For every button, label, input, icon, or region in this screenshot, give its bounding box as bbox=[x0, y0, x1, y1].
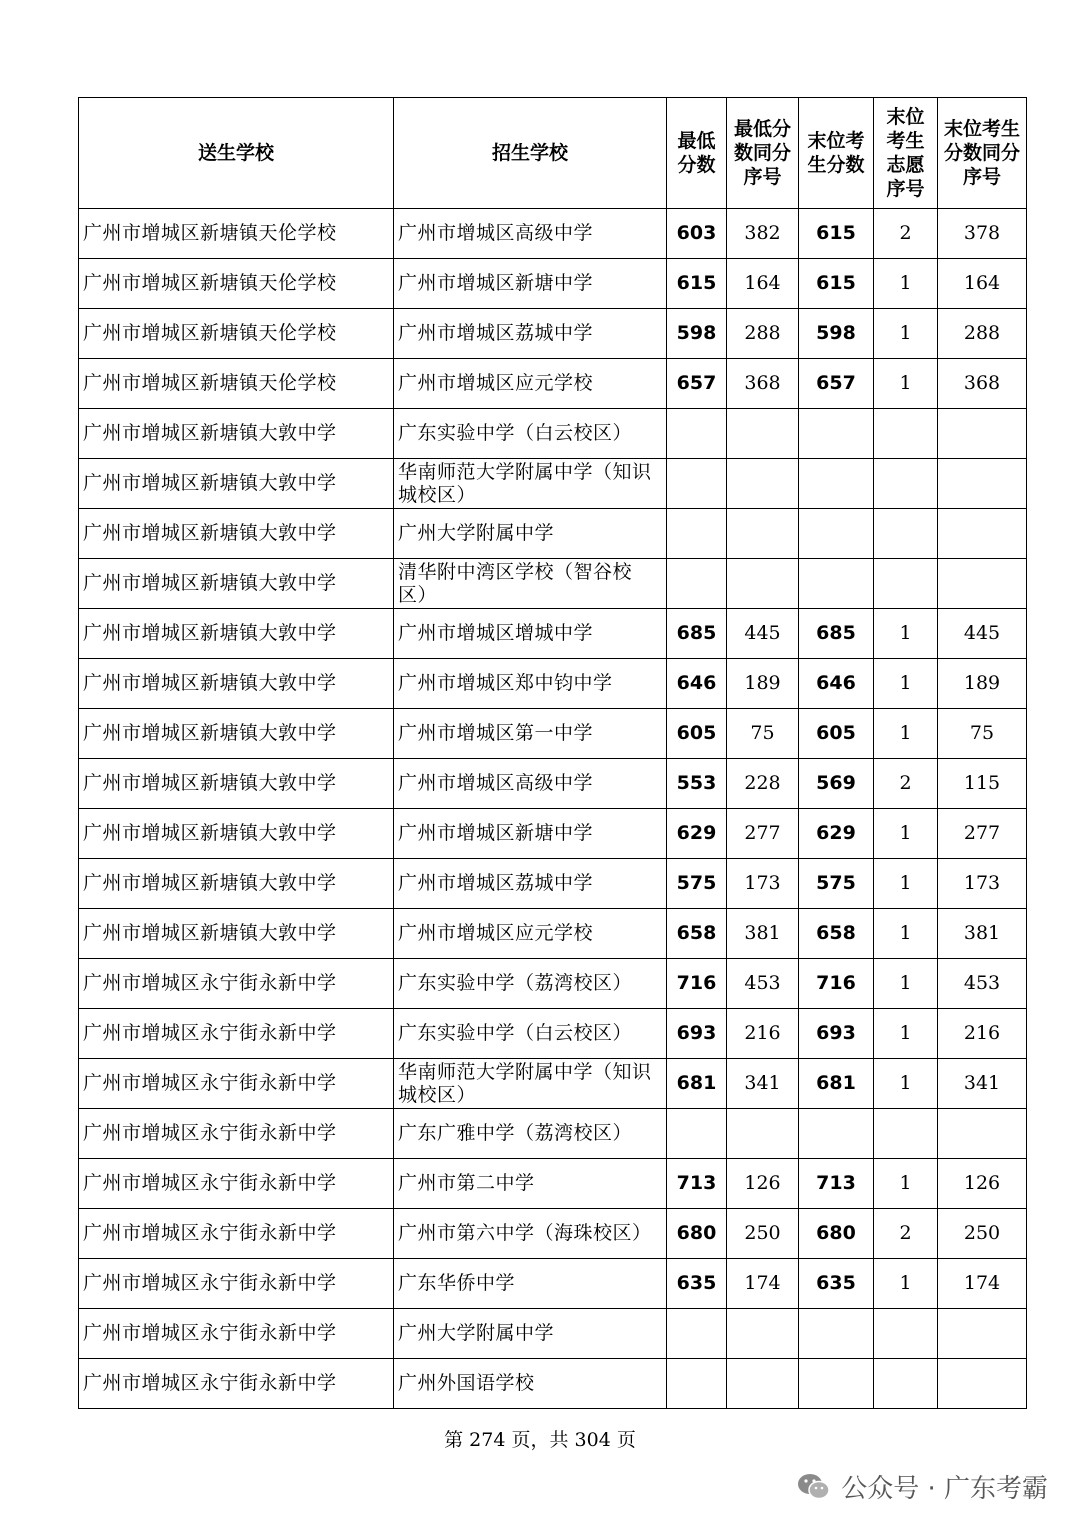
table-row bbox=[79, 1259, 1027, 1309]
min-score-cell: 615 bbox=[667, 259, 727, 309]
last-score-cell: 615 bbox=[799, 209, 874, 259]
from-school-cell: 广州市增城区永宁街永新中学 bbox=[79, 1159, 394, 1209]
min-score-cell bbox=[667, 1309, 727, 1359]
from-school-cell: 广州市增城区新塘镇大敦中学 bbox=[79, 759, 394, 809]
last-choice-cell bbox=[874, 559, 938, 609]
min-score-rank-cell bbox=[727, 559, 799, 609]
min-score-cell bbox=[667, 559, 727, 609]
last-score-cell bbox=[799, 1109, 874, 1159]
to-school-cell: 广州市增城区增城中学 bbox=[394, 609, 667, 659]
min-score-cell: 575 bbox=[667, 859, 727, 909]
last-choice-cell: 1 bbox=[874, 909, 938, 959]
from-school-cell: 广州市增城区新塘镇天伦学校 bbox=[79, 309, 394, 359]
last-score-cell: 615 bbox=[799, 259, 874, 309]
watermark-text: 公众号 · 广东考霸 bbox=[841, 1474, 1048, 1504]
to-school-cell: 广州市增城区应元学校 bbox=[394, 909, 667, 959]
min-score-rank-cell: 368 bbox=[727, 359, 799, 409]
to-school-cell: 广州市第二中学 bbox=[394, 1159, 667, 1209]
min-score-rank-cell bbox=[727, 459, 799, 509]
to-school-cell: 广东华侨中学 bbox=[394, 1259, 667, 1309]
last-rank-cell: 126 bbox=[938, 1159, 1027, 1209]
header-min-score: 最低 分数 bbox=[667, 98, 727, 209]
last-choice-cell: 2 bbox=[874, 1209, 938, 1259]
to-school-cell: 广州市增城区高级中学 bbox=[394, 759, 667, 809]
header-to-school: 招生学校 bbox=[394, 98, 667, 209]
from-school-cell: 广州市增城区新塘镇天伦学校 bbox=[79, 359, 394, 409]
last-choice-cell: 1 bbox=[874, 1259, 938, 1309]
min-score-cell: 635 bbox=[667, 1259, 727, 1309]
table-row bbox=[79, 1109, 1027, 1159]
min-score-rank-cell bbox=[727, 509, 799, 559]
last-score-cell bbox=[799, 559, 874, 609]
from-school-cell: 广州市增城区永宁街永新中学 bbox=[79, 1259, 394, 1309]
last-score-cell: 598 bbox=[799, 309, 874, 359]
min-score-rank-cell: 341 bbox=[727, 1059, 799, 1109]
header-row bbox=[79, 98, 1027, 209]
last-score-cell: 646 bbox=[799, 659, 874, 709]
last-score-cell: 629 bbox=[799, 809, 874, 859]
last-choice-cell: 1 bbox=[874, 609, 938, 659]
last-rank-cell: 453 bbox=[938, 959, 1027, 1009]
min-score-rank-cell: 277 bbox=[727, 809, 799, 859]
from-school-cell: 广州市增城区新塘镇天伦学校 bbox=[79, 259, 394, 309]
min-score-rank-cell: 164 bbox=[727, 259, 799, 309]
min-score-rank-cell: 382 bbox=[727, 209, 799, 259]
min-score-cell: 713 bbox=[667, 1159, 727, 1209]
last-choice-cell: 1 bbox=[874, 359, 938, 409]
table-row bbox=[79, 609, 1027, 659]
min-score-rank-cell bbox=[727, 1109, 799, 1159]
last-rank-cell: 277 bbox=[938, 809, 1027, 859]
from-school-cell: 广州市增城区永宁街永新中学 bbox=[79, 1359, 394, 1409]
min-score-cell: 681 bbox=[667, 1059, 727, 1109]
min-score-rank-cell: 228 bbox=[727, 759, 799, 809]
last-rank-cell: 173 bbox=[938, 859, 1027, 909]
to-school-cell: 广州市增城区郑中钧中学 bbox=[394, 659, 667, 709]
table-row bbox=[79, 309, 1027, 359]
last-choice-cell bbox=[874, 459, 938, 509]
last-rank-cell bbox=[938, 1359, 1027, 1409]
last-rank-cell bbox=[938, 1109, 1027, 1159]
table-row bbox=[79, 859, 1027, 909]
last-rank-cell: 174 bbox=[938, 1259, 1027, 1309]
from-school-cell: 广州市增城区新塘镇大敦中学 bbox=[79, 659, 394, 709]
last-score-cell bbox=[799, 459, 874, 509]
last-score-cell bbox=[799, 1309, 874, 1359]
from-school-cell: 广州市增城区永宁街永新中学 bbox=[79, 1309, 394, 1359]
to-school-cell: 广东实验中学（荔湾校区） bbox=[394, 959, 667, 1009]
min-score-cell: 629 bbox=[667, 809, 727, 859]
last-score-cell: 685 bbox=[799, 609, 874, 659]
header-last-choice: 末位 考生 志愿 序号 bbox=[874, 98, 938, 209]
table-row bbox=[79, 359, 1027, 409]
last-score-cell: 680 bbox=[799, 1209, 874, 1259]
min-score-cell bbox=[667, 1359, 727, 1409]
last-choice-cell bbox=[874, 509, 938, 559]
table-row bbox=[79, 909, 1027, 959]
to-school-cell: 广州市增城区应元学校 bbox=[394, 359, 667, 409]
table-row bbox=[79, 1209, 1027, 1259]
to-school-cell: 广州市增城区第一中学 bbox=[394, 709, 667, 759]
from-school-cell: 广州市增城区新塘镇大敦中学 bbox=[79, 509, 394, 559]
table-row bbox=[79, 809, 1027, 859]
last-score-cell: 569 bbox=[799, 759, 874, 809]
last-score-cell bbox=[799, 509, 874, 559]
min-score-rank-cell bbox=[727, 1309, 799, 1359]
last-choice-cell: 2 bbox=[874, 759, 938, 809]
table-row bbox=[79, 509, 1027, 559]
last-score-cell: 635 bbox=[799, 1259, 874, 1309]
last-choice-cell: 1 bbox=[874, 959, 938, 1009]
min-score-rank-cell: 75 bbox=[727, 709, 799, 759]
to-school-cell: 清华附中湾区学校（智谷校区） bbox=[394, 559, 667, 609]
last-choice-cell bbox=[874, 1309, 938, 1359]
table-row bbox=[79, 1309, 1027, 1359]
min-score-cell: 605 bbox=[667, 709, 727, 759]
last-rank-cell: 216 bbox=[938, 1009, 1027, 1059]
table-row bbox=[79, 1359, 1027, 1409]
last-rank-cell: 341 bbox=[938, 1059, 1027, 1109]
min-score-rank-cell: 453 bbox=[727, 959, 799, 1009]
last-rank-cell: 381 bbox=[938, 909, 1027, 959]
to-school-cell: 华南师范大学附属中学（知识城校区） bbox=[394, 1059, 667, 1109]
last-rank-cell: 445 bbox=[938, 609, 1027, 659]
last-score-cell: 657 bbox=[799, 359, 874, 409]
from-school-cell: 广州市增城区新塘镇大敦中学 bbox=[79, 559, 394, 609]
min-score-cell: 716 bbox=[667, 959, 727, 1009]
last-score-cell bbox=[799, 409, 874, 459]
min-score-rank-cell: 288 bbox=[727, 309, 799, 359]
to-school-cell: 广州市增城区荔城中学 bbox=[394, 309, 667, 359]
from-school-cell: 广州市增城区新塘镇天伦学校 bbox=[79, 209, 394, 259]
min-score-cell: 685 bbox=[667, 609, 727, 659]
min-score-rank-cell: 174 bbox=[727, 1259, 799, 1309]
header-min-score-rank: 最低分 数同分 序号 bbox=[727, 98, 799, 209]
wechat-icon bbox=[797, 1472, 831, 1502]
last-rank-cell: 378 bbox=[938, 209, 1027, 259]
to-school-cell: 广州大学附属中学 bbox=[394, 509, 667, 559]
from-school-cell: 广州市增城区新塘镇大敦中学 bbox=[79, 459, 394, 509]
watermark bbox=[797, 1468, 1048, 1505]
from-school-cell: 广州市增城区永宁街永新中学 bbox=[79, 1209, 394, 1259]
last-rank-cell bbox=[938, 509, 1027, 559]
min-score-cell: 658 bbox=[667, 909, 727, 959]
last-rank-cell bbox=[938, 459, 1027, 509]
table-row bbox=[79, 1159, 1027, 1209]
min-score-rank-cell bbox=[727, 409, 799, 459]
last-rank-cell bbox=[938, 409, 1027, 459]
last-rank-cell: 164 bbox=[938, 259, 1027, 309]
last-score-cell: 575 bbox=[799, 859, 874, 909]
min-score-rank-cell: 216 bbox=[727, 1009, 799, 1059]
min-score-cell: 598 bbox=[667, 309, 727, 359]
from-school-cell: 广州市增城区新塘镇大敦中学 bbox=[79, 909, 394, 959]
min-score-rank-cell: 173 bbox=[727, 859, 799, 909]
last-choice-cell: 1 bbox=[874, 1159, 938, 1209]
last-rank-cell: 189 bbox=[938, 659, 1027, 709]
last-choice-cell: 1 bbox=[874, 1009, 938, 1059]
to-school-cell: 广东实验中学（白云校区） bbox=[394, 1009, 667, 1059]
last-score-cell bbox=[799, 1359, 874, 1409]
to-school-cell: 广东广雅中学（荔湾校区） bbox=[394, 1109, 667, 1159]
last-rank-cell: 75 bbox=[938, 709, 1027, 759]
from-school-cell: 广州市增城区新塘镇大敦中学 bbox=[79, 859, 394, 909]
to-school-cell: 广州市增城区荔城中学 bbox=[394, 859, 667, 909]
last-choice-cell: 1 bbox=[874, 859, 938, 909]
last-choice-cell: 1 bbox=[874, 259, 938, 309]
to-school-cell: 广州市增城区新塘中学 bbox=[394, 259, 667, 309]
table-row bbox=[79, 459, 1027, 509]
table-row bbox=[79, 659, 1027, 709]
last-score-cell: 713 bbox=[799, 1159, 874, 1209]
min-score-rank-cell bbox=[727, 1359, 799, 1409]
last-score-cell: 681 bbox=[799, 1059, 874, 1109]
table-row bbox=[79, 259, 1027, 309]
last-choice-cell: 1 bbox=[874, 309, 938, 359]
last-choice-cell: 1 bbox=[874, 1059, 938, 1109]
last-rank-cell: 288 bbox=[938, 309, 1027, 359]
min-score-cell: 693 bbox=[667, 1009, 727, 1059]
from-school-cell: 广州市增城区永宁街永新中学 bbox=[79, 1059, 394, 1109]
header-last-rank: 末位考生 分数同分 序号 bbox=[938, 98, 1027, 209]
last-choice-cell: 1 bbox=[874, 659, 938, 709]
last-choice-cell bbox=[874, 409, 938, 459]
min-score-cell bbox=[667, 1109, 727, 1159]
last-rank-cell: 250 bbox=[938, 1209, 1027, 1259]
min-score-cell: 603 bbox=[667, 209, 727, 259]
header-from-school: 送生学校 bbox=[79, 98, 394, 209]
to-school-cell: 广州大学附属中学 bbox=[394, 1309, 667, 1359]
min-score-cell: 646 bbox=[667, 659, 727, 709]
to-school-cell: 广州外国语学校 bbox=[394, 1359, 667, 1409]
min-score-rank-cell: 445 bbox=[727, 609, 799, 659]
from-school-cell: 广州市增城区永宁街永新中学 bbox=[79, 1109, 394, 1159]
last-rank-cell bbox=[938, 559, 1027, 609]
min-score-cell bbox=[667, 459, 727, 509]
last-rank-cell: 368 bbox=[938, 359, 1027, 409]
to-school-cell: 广东实验中学（白云校区） bbox=[394, 409, 667, 459]
table-row bbox=[79, 959, 1027, 1009]
last-rank-cell: 115 bbox=[938, 759, 1027, 809]
to-school-cell: 广州市增城区新塘中学 bbox=[394, 809, 667, 859]
to-school-cell: 广州市增城区高级中学 bbox=[394, 209, 667, 259]
last-choice-cell bbox=[874, 1359, 938, 1409]
from-school-cell: 广州市增城区新塘镇大敦中学 bbox=[79, 409, 394, 459]
min-score-cell: 657 bbox=[667, 359, 727, 409]
last-choice-cell: 1 bbox=[874, 809, 938, 859]
last-choice-cell: 1 bbox=[874, 709, 938, 759]
from-school-cell: 广州市增城区永宁街永新中学 bbox=[79, 1009, 394, 1059]
last-score-cell: 693 bbox=[799, 1009, 874, 1059]
last-score-cell: 605 bbox=[799, 709, 874, 759]
from-school-cell: 广州市增城区新塘镇大敦中学 bbox=[79, 709, 394, 759]
table-row bbox=[79, 209, 1027, 259]
table-row bbox=[79, 1059, 1027, 1109]
min-score-rank-cell: 250 bbox=[727, 1209, 799, 1259]
to-school-cell: 华南师范大学附属中学（知识城校区） bbox=[394, 459, 667, 509]
table-row bbox=[79, 559, 1027, 609]
table-row bbox=[79, 1009, 1027, 1059]
min-score-cell bbox=[667, 509, 727, 559]
min-score-rank-cell: 126 bbox=[727, 1159, 799, 1209]
last-score-cell: 658 bbox=[799, 909, 874, 959]
page-number: 第 274 页，共 304 页 bbox=[444, 1429, 636, 1451]
from-school-cell: 广州市增城区新塘镇大敦中学 bbox=[79, 609, 394, 659]
to-school-cell: 广州市第六中学（海珠校区） bbox=[394, 1209, 667, 1259]
table-row bbox=[79, 759, 1027, 809]
min-score-cell: 680 bbox=[667, 1209, 727, 1259]
min-score-rank-cell: 189 bbox=[727, 659, 799, 709]
last-score-cell: 716 bbox=[799, 959, 874, 1009]
header-last-score: 末位考 生分数 bbox=[799, 98, 874, 209]
last-choice-cell: 2 bbox=[874, 209, 938, 259]
admission-table bbox=[78, 97, 1027, 1409]
last-rank-cell bbox=[938, 1309, 1027, 1359]
min-score-rank-cell: 381 bbox=[727, 909, 799, 959]
min-score-cell: 553 bbox=[667, 759, 727, 809]
last-choice-cell bbox=[874, 1109, 938, 1159]
min-score-cell bbox=[667, 409, 727, 459]
table-row bbox=[79, 409, 1027, 459]
from-school-cell: 广州市增城区新塘镇大敦中学 bbox=[79, 809, 394, 859]
table-row bbox=[79, 709, 1027, 759]
from-school-cell: 广州市增城区永宁街永新中学 bbox=[79, 959, 394, 1009]
